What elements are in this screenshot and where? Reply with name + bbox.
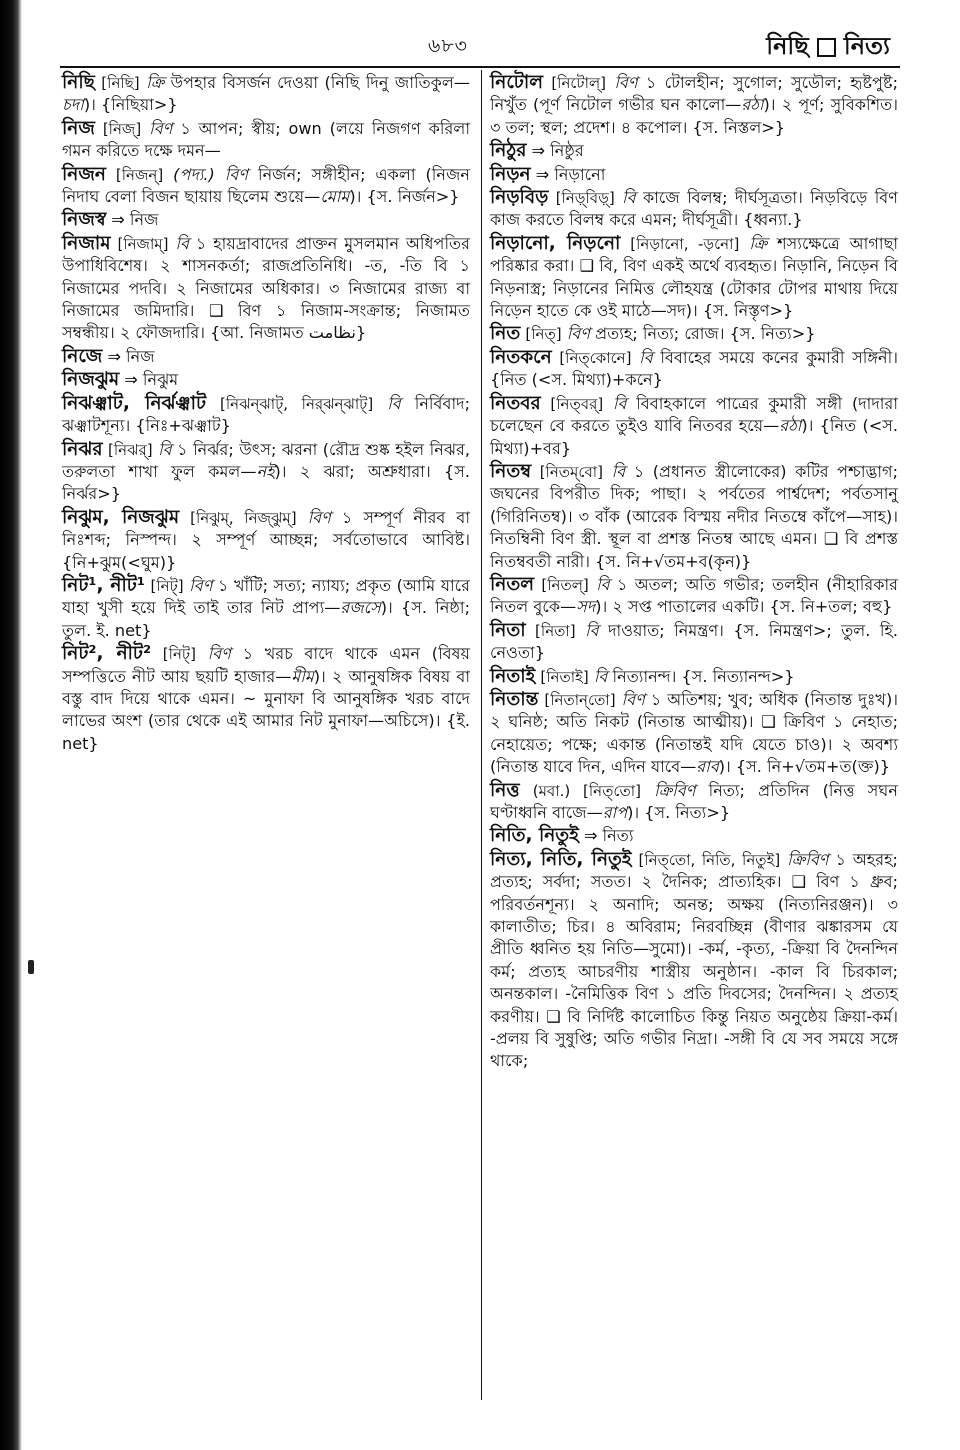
entry-definition: ⇒ নিত্য (583, 826, 634, 846)
entry-headword: নিতবর (490, 392, 541, 414)
entry-quote-source: রজসে (340, 598, 381, 618)
entry-part-of-speech: বি (387, 393, 401, 413)
entry-definition: উপহার বিসর্জন দেওয়া (নিছি দিনু জাতিকুল— (170, 73, 471, 92)
dictionary-entry (62, 439, 470, 506)
entry-part-of-speech: বি (612, 393, 627, 413)
entry-part-of-speech: বিণ (207, 644, 231, 664)
entry-headword: নিতান্ত (490, 688, 539, 710)
entry-part-of-speech: বিণ (189, 575, 213, 595)
entry-headword: নিতা (490, 619, 526, 641)
entry-quote-source: রাপ (602, 803, 628, 822)
dictionary-entry (490, 461, 898, 573)
entry-part-of-speech: ক্রিবিণ (787, 849, 829, 869)
entry-definition: কাজে বিলম্ব; দীর্ঘসূত্রতা। নিড়বিড়ে বিণ কাজ করতে বিলম্ব করে এমন; দীর্ঘসূত্রী। {ধ্বন্যা.} (490, 188, 898, 230)
dictionary-entry (490, 574, 898, 619)
entry-quote-source: চদা (62, 95, 84, 115)
dictionary-entry (62, 233, 470, 345)
guide-word-first: নিছি (766, 32, 809, 60)
entry-headword: নিজ (62, 117, 95, 139)
dictionary-entry (62, 346, 470, 368)
page-header (60, 28, 890, 64)
entry-part-of-speech: বি (593, 666, 608, 686)
entry-part-of-speech: ক্রিবিণ (654, 780, 696, 800)
entry-quote-source: নই (256, 461, 275, 481)
entry-definition: নির্বিবাদ; ঝঞ্ঝাটশূন্য। {নিঃ+ঝঞ্ঝাট} (62, 393, 470, 436)
entry-pronunciation: [নিড়্‌বিড়্] (555, 189, 615, 208)
dictionary-entry (490, 140, 898, 162)
entry-pronunciation: [নিতান্‌তো] (544, 690, 616, 709)
dictionary-entry (490, 187, 898, 232)
dictionary-entry (490, 780, 898, 825)
entry-definition: নিত্য; প্রতিদিন (নিত্ত সঘন ঘণ্টাধ্বনি বাজে— (490, 780, 898, 822)
entry-headword: নিত্ত (490, 779, 520, 801)
entry-pronunciation: [নিঝর্] (108, 440, 153, 459)
dictionary-entry (490, 825, 898, 847)
entry-etymology: )। ২ ঝরা; অশ্রুধারা। {স. নির্ঝর>} (62, 461, 470, 504)
entry-definition: শস্যক্ষেত্রে আগাছা পরিষ্কার করা। ❑ বি, বিণ একই অর্থে ব্যবহৃত। নিড়ানি, নিড়েন বি নিড়নাস্ত্র; নিড়ানের নিমিত্ত লৌহযন্ত্র (টোকার টোপর মাথায় দিয়ে নিড়েন হাতে কে ওই মাঠে—সদ)। {স. নিস্তৃণ>} (490, 233, 899, 321)
entry-pronunciation: [নিট্] (162, 645, 196, 664)
entry-headword: নিতল (490, 573, 535, 595)
entry-part-of-speech: বি (611, 461, 626, 481)
entry-definition: ১ (প্রধানত স্ত্রীলোকের) কটির পশ্চাদ্ভাগ; জঘনের বিপরীত দিক; পাছা। ২ পর্বতের পার্শ্বদেশ; পর্বতসানু (গিরিনিতম্ব)। ৩ বাঁক (আরেক বিস্ময় নদীর নিতম্বে কাঁপে—সাহ)। নিতম্বিনী বিণ স্ত্রী. স্থূল বা প্রশস্ত নিতম্ব আছে এমন। ❑ বি প্রশস্ত নিতম্ববতী নারী। {স. নি+√তম+ব(কৃন)} (490, 461, 898, 571)
entry-definition: ১ খরচ বাদে থাকে এমন (বিষয় সম্পত্তিতে নীট আয় ছয়টি হাজার— (62, 644, 470, 686)
entry-etymology: )। {স. নির্জন>} (349, 187, 460, 207)
entry-headword: নিছি (62, 72, 95, 93)
entry-definition: ১ অহরহ; প্রত্যহ; সর্বদা; সতত। ২ দৈনিক; প্রাত্যহিক। ❑ বিণ ১ ধ্রুব; পরিবর্তনশূন্য। ২ অনাদি; অনন্ত; অক্ষয় (নিত্যনিরঞ্জন)। ৩ কালাতীত; চির। ৪ অবিরাম; নিরবচ্ছিন্ন (বীণার ঝঙ্কারসম যে প্রীতি ধ্বনিত হয় নিতি—সুমো)। -কর্ম, -কৃত্য, -ক্রিয়া বি দৈনন্দিন কর্ম; প্রত্যহ আচরণীয় শাস্ত্রীয় অনুষ্ঠান। -কাল বি চিরকাল; অনন্তকাল। -নৈমিত্তিক বিণ ১ প্রতি দিবসের; দৈনন্দিন। ২ প্রত্যহ করণীয়। ❑ বি নির্দিষ্ট কালোচিত কিন্তু নিয়ত অনুষ্ঠেয় ক্রিয়া-কর্ম। -প্রলয় বি সুষুপ্তি; অতি গভীর নিদ্রা। -সঙ্গী বি যে সব সময়ে সঙ্গে থাকে; (490, 849, 898, 1071)
entry-headword: নিড়ানো, নিড়নো (490, 232, 621, 254)
entry-etymology: )। {স. নি+√তম+ত(ক্ত)} (718, 757, 890, 777)
dictionary-entry (62, 507, 470, 574)
entry-part-of-speech: বি (585, 620, 599, 640)
entry-definition: ১ টোলহীন; সুগোল; সুডৌল; হৃষ্টপুষ্ট; নিখুঁত (পূর্ণ নিটোল গভীর ঘন কালো— (490, 73, 898, 115)
entry-quote-source: রঠা (741, 95, 764, 115)
entry-headword: নিজাম (62, 232, 111, 254)
entry-pronunciation: [নিঝুম্, নিজ্‌ঝুম্] (190, 508, 297, 527)
entry-definition: বিবাহের সময়ে কনের কুমারী সঙ্গিনী। {নিত (<স. মিথ্যা)+কনে} (490, 347, 898, 390)
guide-word-last: নিত্য (843, 32, 890, 60)
header-rule (60, 66, 900, 68)
entry-part-of-speech: (পদ্য.) বিণ (173, 164, 249, 184)
dictionary-entry (490, 666, 898, 688)
entry-definition: ১ অতল; অতি গভীর; তলহীন (নীহারিকার নিতল বুকে— (490, 574, 899, 617)
dictionary-entry (490, 72, 898, 139)
dictionary-entry (490, 689, 898, 779)
entry-etymology: )। {স. নিষ্ঠা; তুল. ই. net} (62, 598, 471, 640)
entry-pronunciation: (মবা.) [নিত্‌তো] (532, 781, 641, 800)
dictionary-entry (490, 323, 898, 345)
entry-headword: নিজঝুম (62, 369, 120, 391)
entry-pronunciation: [নিতা] (535, 621, 576, 640)
entry-part-of-speech: বিণ (149, 118, 173, 138)
entry-definition: ⇒ নিজ (111, 210, 159, 230)
entry-headword: নিতাই (490, 665, 536, 687)
entry-quote-source: মোম (320, 187, 350, 207)
dictionary-entry (490, 849, 898, 1073)
entry-headword: নিড়বিড় (490, 187, 549, 209)
entry-etymology: )। {নিত (<স. মিথ্যা)+বর} (490, 416, 898, 458)
entry-part-of-speech: বিণ (307, 507, 331, 527)
entry-pronunciation: [নিতম্‌বো] (539, 462, 604, 481)
entry-part-of-speech: বিণ (614, 73, 638, 92)
entry-headword: নিজন (62, 163, 106, 185)
entry-pronunciation: [নিঝন্‌ঝাট্, নির্‌ঝন্‌ঝাট্] (220, 394, 374, 413)
entry-definition: ১ খাঁটি; সত্য; ন্যায্য; প্রকৃত (আমি যারে যাহা খুসী হয়ে দিই তাই তার নিট প্রাপ্য— (62, 575, 470, 618)
entry-headword: নিতকনে (490, 346, 552, 368)
entry-definition: ⇒ নিঝুম (124, 370, 179, 390)
entry-etymology: )। ২ আনুষঙ্গিক বিষয় বা বস্তু বাদ দিয়ে থাকে এমন। ~ মুনাফা বি আনুষঙ্গিক খরচ বাদে লাভের অংশ (তার থেকে এই আমার নিট মুনাফা—অচিসে)। {ই. net} (62, 666, 470, 753)
dictionary-entry (490, 393, 898, 460)
dictionary-entry (490, 164, 898, 186)
entry-etymology: )। {নিছিয়া>} (83, 95, 178, 115)
entry-part-of-speech: বি (175, 233, 189, 253)
entry-headword: নিজস্ব (62, 209, 107, 231)
page-number: ৬৮৩ (428, 35, 469, 57)
entry-headword: নিড়ন (490, 163, 531, 185)
entry-definition: ⇒ নিড়ানো (535, 164, 606, 184)
dictionary-entry (62, 643, 470, 755)
dictionary-entry (62, 393, 470, 438)
entry-headword: নিতম্ব (490, 460, 532, 482)
entry-definition: নির্জন; সঙ্গীহীন; একলা (নিজন নিদাঘ বেলা বিজন ছায়ায় ছিলেম শুয়ে— (62, 164, 470, 207)
entry-quote-source: মীম (291, 666, 314, 686)
entry-definition: ১ সম্পূর্ণ নীরব বা নিঃশব্দ; নিস্পন্দ। ২ সম্পূর্ণ আচ্ছন্ন; সর্বতোভাবে আবিষ্ট। {নি+ঝুম(<ঘুম)} (62, 507, 471, 572)
scan-binding-shadow (0, 0, 22, 1450)
entry-part-of-speech: বি (622, 188, 636, 208)
entry-quote-source: রাব (696, 757, 719, 777)
entry-headword: নিঝঞ্ঝাট, নির্ঝঞ্ঝাট (62, 392, 207, 414)
entry-quote-source: সদ (576, 597, 596, 617)
entry-headword: নিটোল (490, 72, 543, 93)
dictionary-entry (62, 72, 470, 117)
entry-part-of-speech: বিণ (621, 689, 645, 709)
entry-pronunciation: [নিত্‌বর্] (550, 394, 604, 413)
entry-headword: নিঝর (62, 438, 103, 460)
entry-pronunciation: [নিত্‌তো, নিতি, নিতুই] (638, 850, 781, 869)
entry-part-of-speech: বি (596, 574, 610, 594)
entry-headword: নিট¹, নীট¹ (62, 574, 145, 596)
entry-part-of-speech: বি (639, 347, 653, 367)
entry-pronunciation: [নিতল্] (541, 575, 589, 594)
entry-headword: নিত (490, 323, 521, 345)
dictionary-entry (62, 164, 470, 209)
entry-part-of-speech: বিণ (566, 324, 590, 344)
entry-headword: নিট², নীট² (62, 643, 152, 665)
entry-pronunciation: [নিট্] (150, 576, 184, 595)
dictionary-entry (62, 575, 470, 642)
entry-part-of-speech: ক্রি (146, 73, 165, 92)
entry-pronunciation: [নিজাম্] (117, 234, 169, 253)
entry-definition: দাওয়াত; নিমন্ত্রণ। {স. নিমন্ত্রণ>; তুল. হি. নেওতা} (490, 620, 899, 663)
entry-pronunciation: [নিছি] (101, 74, 140, 92)
entry-part-of-speech: ক্রি (749, 233, 768, 253)
dictionary-entry (490, 620, 898, 665)
entry-headword: নিঠুর (490, 140, 527, 162)
entry-pronunciation: [নিজন্] (115, 165, 164, 184)
entry-pronunciation: [নিত্‌কোনে] (559, 348, 632, 367)
entry-quote-source: রঠা (779, 416, 802, 436)
dictionary-entry (490, 233, 898, 323)
entry-definition: ⇒ নিষ্ঠুর (531, 141, 584, 161)
entry-pronunciation: [নিটোল্] (551, 74, 606, 92)
entry-part-of-speech: বি (158, 439, 172, 459)
entry-definition: ⇒ নিজ (107, 346, 155, 366)
entry-etymology: )। ২ পূর্ণ; সুবিকশিত। ৩ তল; স্থল; প্রদেশ। ৪ কপোল। {স. নিস্তল>} (490, 95, 898, 137)
dictionary-entry (62, 369, 470, 391)
entry-definition: ১ আপন; স্বীয়; own (লয়ে নিজগণ করিলা গমন করিতে দক্ষে দমন— (62, 118, 470, 161)
dictionary-entry (62, 209, 470, 231)
left-column (62, 72, 470, 756)
guide-words (766, 28, 890, 68)
entry-etymology: )। {স. নিত্য>} (627, 803, 731, 822)
entry-pronunciation: [নিতাই] (540, 667, 589, 686)
entry-definition: ১ নির্ঝর; উৎস; ঝরনা (রৌদ্র শুষ্ক হইল নিঝর, তরুলতা শাখা ফুল কমল— (62, 439, 470, 481)
entry-pronunciation: [নিজ্] (102, 119, 142, 138)
entry-headword: নিত্য, নিতি, নিতুই (490, 848, 632, 870)
entry-pronunciation: [নিড়ানো, -ড়নো] (630, 234, 740, 253)
right-column (490, 72, 898, 1074)
dictionary-entry (490, 347, 898, 392)
entry-definition: বিবাহকালে পাত্রের কুমারী সঙ্গী (দাদারা চলেছেন বে করতে তুইও যাবি নিতবর হয়ে— (490, 393, 898, 436)
entry-etymology: )। ২ সপ্ত পাতালের একটি। {স. নি+তল; বহু} (595, 597, 893, 617)
entry-headword: নিতি, নিতুই (490, 825, 579, 847)
entry-definition: ১ অতিশয়; খুব; অধিক (নিতান্ত দুঃখ)। ২ ঘনিষ্ঠ; অতি নিকট (নিতান্ত আত্মীয়)। ❑ ক্রিবিণ ১ নেহাত; নেহায়েত; পক্ষে; একান্ত (নিতান্তই যদি যেতে চাও)। ২ অবশ্য (নিতান্ত যাবে দিন, এদিন যাবে— (490, 689, 899, 777)
scan-speck (28, 960, 34, 974)
entry-definition: প্রত্যহ; নিত্য; রোজ। {স. নিত্য>} (595, 324, 816, 344)
entry-definition: নিত্যানন্দ। {স. নিত্যানন্দ>} (612, 666, 795, 686)
entry-pronunciation: [নিত্] (525, 325, 562, 344)
column-divider (481, 70, 482, 1400)
entry-headword: নিঝুম, নিজঝুম (62, 506, 180, 528)
entry-headword: নিজে (62, 345, 103, 367)
guide-separator-box (817, 38, 836, 57)
dictionary-entry (62, 118, 470, 163)
entry-definition: ১ হায়দ্রাবাদের প্রাক্তন মুসলমান অধিপতির উপাধিবিশেষ। ২ শাসনকর্তা; রাজপ্রতিনিধি। -ত, -তি বি ১ নিজামের পদবি। ২ নিজামের অধিকার। ৩ নিজামের রাজ্য বা নিজামের জমিদারি। ❑ বিণ ১ নিজাম-সংক্রান্ত; নিজামত সম্বন্ধীয়। ২ ফৌজদারি। {আ. নিজামত نظامت} (62, 233, 470, 343)
